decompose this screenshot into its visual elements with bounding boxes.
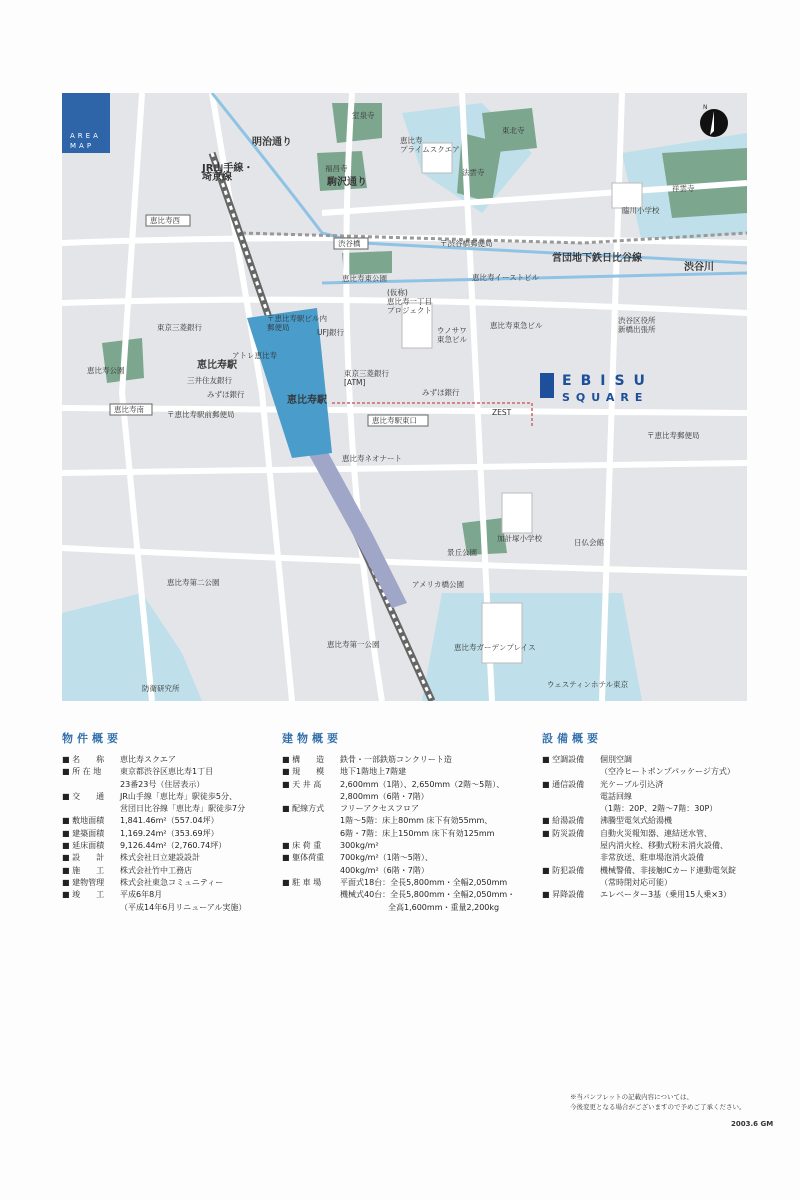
map-label: 営団地下鉄日比谷線 (552, 253, 642, 264)
building-title: 建物概要 (282, 732, 342, 745)
spec-row (62, 889, 246, 914)
spec-label: ■ 天 井 高 (282, 779, 340, 804)
spec-value: JR山手線「恵比寿」駅徒歩5分、 営団日比谷線「恵比寿」駅徒歩7分 (120, 791, 246, 814)
property-overview (62, 730, 246, 914)
brand-ebisu: EBISU (562, 373, 654, 389)
map-label: ウノサワ (437, 326, 467, 335)
north-label: N (703, 104, 708, 111)
map-label: みずほ銀行 (422, 388, 460, 397)
spec-value: 自動火災報知器、連結送水管、 屋内消火栓、移動式粉末消火設備、 非常放送、駐車場泡消火設備 (600, 828, 728, 863)
spec-value: 機械警備、非接触ICカード連動電気錠 （常時閉対応可能） (600, 865, 736, 887)
spec-row (282, 754, 515, 766)
spec-row (282, 877, 515, 914)
spec-row (542, 815, 736, 827)
spec-value: 株式会社日立建設設計 (120, 853, 200, 863)
spec-value: 地下1階地上7階建 (340, 767, 407, 777)
spec-label: ■ 防犯設備 (542, 865, 600, 890)
spec-value: 東京都渋谷区恵比寿1丁目 23番23号（住居表示） (120, 767, 214, 789)
map-label: 恵比寿 (400, 136, 423, 145)
spec-row (282, 779, 515, 804)
map-label: 〒渋谷橋郵便局 (440, 239, 493, 248)
map-label: 日仏会館 (574, 538, 604, 547)
spec-value: フリーアクセスフロア 1階〜5階：床上80mm 床下有効55mm、 6階・7階：床上150mm 床下有効125mm (340, 804, 495, 838)
spec-value: 2,600mm（1階）、2,650mm（2階〜5階）、 2,800mm（6階・7階） (340, 779, 505, 801)
spec-row (62, 815, 246, 827)
map-label: 臨川小学校 (622, 206, 660, 215)
building-overview (282, 730, 515, 914)
map-label: 埼京線 (202, 172, 232, 183)
map-label: 渋谷区役所 (618, 316, 656, 325)
map-label: 新橋出張所 (618, 325, 656, 334)
map-label: 恵比寿イーストビル (472, 273, 540, 282)
disclaimer-note: ※当パンフレットの記載内容については、 今後変更となる場合がございますので予めご了承ください。 (570, 1093, 746, 1111)
spec-value: 沸騰型電気式給湯機 (600, 816, 672, 826)
spec-label: ■ 延床面積 (62, 840, 120, 852)
spec-label: ■ 敷地面積 (62, 815, 120, 827)
map-label: (仮称) (387, 288, 408, 297)
map-label: 祥雲寺 (672, 184, 695, 193)
sign-ebisu-minami: 恵比寿南 (114, 405, 144, 414)
map-label: 東急ビル (437, 335, 467, 344)
map-label: 恵比寿ガーデンプレイス (454, 643, 536, 652)
spec-value: 9,126.44m²（2,760.74坪） (120, 841, 227, 851)
spec-label: ■ 駐 車 場 (282, 877, 340, 914)
map-label: 恵比寿第二公園 (167, 578, 220, 587)
brand-square: SQUARE (562, 391, 649, 404)
spec-label: ■ 竣 工 (62, 889, 120, 914)
map-label: UFJ銀行 (317, 328, 345, 337)
map-label: 渋谷川 (684, 262, 714, 273)
spec-value: 恵比寿スクエア (120, 755, 176, 764)
map-label: 〒恵比寿駅前郵便局 (167, 410, 235, 419)
ebisu-square-building (540, 373, 554, 398)
spec-value: 平成6年8月 （平成14年6月リニューアル実施） (120, 890, 247, 912)
map-label: 東京三菱銀行 (344, 369, 389, 378)
map-label: 〒恵比寿駅ビル内 (267, 314, 327, 323)
spec-row (542, 865, 736, 890)
map-label: 東京三菱銀行 (157, 323, 202, 332)
spec-label: ■ 構 造 (282, 754, 340, 766)
spec-value: 1,169.24m²（353.69坪） (120, 828, 219, 838)
map-label: 恵比寿駅 (197, 360, 237, 371)
spec-label: ■ 交 通 (62, 791, 120, 816)
spec-row (282, 803, 515, 840)
spec-row (542, 889, 736, 901)
spec-label: ■ 配線方式 (282, 803, 340, 840)
spec-row (62, 877, 246, 889)
map-label: 恵比寿東急ビル (490, 321, 543, 330)
area-map (62, 93, 747, 701)
spec-value: 株式会社竹中工務店 (120, 865, 192, 875)
spec-label: ■ 規 模 (282, 766, 340, 778)
spec-row (62, 840, 246, 852)
property-title: 物件概要 (62, 732, 122, 745)
map-label: ウェスティンホテル東京 (547, 680, 629, 689)
sign-ebisu-east-exit: 恵比寿駅東口 (372, 416, 417, 425)
map-label: [ATM] (344, 378, 366, 387)
map-label: 〒恵比寿郵便局 (647, 431, 700, 440)
spec-label: ■ 床 荷 重 (282, 840, 340, 852)
spec-value: 光ケーブル引込済 電話回線 （1階：20P、2階〜7階：30P） (600, 779, 718, 814)
spec-label: ■ 設 計 (62, 852, 120, 864)
issue-date: 2003.6 GM (731, 1120, 774, 1128)
spec-row (542, 754, 736, 779)
spec-value: 平面式18台：全長5,800mm・全幅2,050mm 機械式40台：全長5,800mm・全幅2,050mm・ 全高1,600mm・重量2,200kg (340, 877, 516, 912)
spec-label: ■ 昇降設備 (542, 889, 600, 901)
spec-row (282, 852, 515, 877)
map-label: JR山手線・ (202, 163, 254, 174)
spec-label: ■ 空調設備 (542, 754, 600, 779)
spec-label: ■ 躯体荷重 (282, 852, 340, 877)
spec-value: 1,841.46m²（557.04坪） (120, 816, 219, 826)
map-label: 恵比寿第一公園 (327, 640, 380, 649)
spec-label: ■ 通信設備 (542, 779, 600, 816)
map-label: アメリカ橋公園 (412, 580, 464, 589)
map-label: 法雲寺 (462, 168, 485, 177)
spec-value: エレベーター3基（乗用15人乗×3） (600, 890, 732, 900)
spec-row (62, 865, 246, 877)
badge-text: AREA (70, 132, 101, 140)
sign-ebisu-nishi: 恵比寿西 (150, 216, 180, 225)
map-label: 東北寺 (502, 126, 525, 135)
spec-row (542, 828, 736, 865)
map-label: 加計塚小学校 (497, 534, 542, 543)
map-label: 福昌寺 (325, 164, 348, 173)
spec-row (62, 754, 246, 766)
map-label: 郵便局 (267, 323, 290, 332)
map-label: みずほ銀行 (207, 390, 245, 399)
badge-text: MAP (70, 142, 95, 150)
spec-value: 株式会社東急コミュニティー (120, 877, 224, 887)
spec-row (282, 766, 515, 778)
map-label: プライムスクエア (400, 145, 460, 154)
map-label: 三井住友銀行 (187, 376, 232, 385)
spec-row (62, 766, 246, 791)
spec-label: ■ 名 称 (62, 754, 120, 766)
spec-row (62, 828, 246, 840)
map-label: ZEST (492, 408, 512, 417)
map-label: プロジェクト (387, 306, 432, 315)
map-label: 恵比寿ネオナート (342, 454, 402, 463)
equipment-title: 設備概要 (542, 732, 602, 745)
spec-value: 700kg/m²（1階〜5階）、 400kg/m²（6階・7階） (340, 853, 433, 875)
spec-row (62, 791, 246, 816)
map-label: 恵比寿一丁目 (387, 297, 432, 306)
map-label: 駒沢通り (327, 177, 367, 188)
spec-row (62, 852, 246, 864)
map-label: 防衛研究所 (142, 684, 180, 693)
sign-shibuyabashi: 渋谷橋 (338, 239, 361, 248)
map-label: 恵比寿駅 (287, 395, 327, 406)
map-label: 明治通り (252, 137, 292, 148)
map-label: アトレ恵比寿 (232, 351, 277, 360)
spec-label: ■ 給湯設備 (542, 815, 600, 827)
spec-label: ■ 施 工 (62, 865, 120, 877)
map-label: 恵比寿公園 (87, 366, 125, 375)
map-label: 室泉寺 (352, 111, 375, 120)
spec-value: 個別空調 （空冷ヒートポンプパッケージ方式） (600, 755, 735, 777)
map-label: 恵比寿東公園 (342, 274, 387, 283)
spec-value: 300kg/m² (340, 841, 379, 851)
spec-label: ■ 防災設備 (542, 828, 600, 865)
spec-label: ■ 建物管理 (62, 877, 120, 889)
spec-value: 鉄骨・一部鉄筋コンクリート造 (340, 755, 452, 764)
spec-label: ■ 建築面積 (62, 828, 120, 840)
spec-label: ■ 所 在 地 (62, 766, 120, 791)
equipment-overview (542, 730, 736, 902)
spec-row (282, 840, 515, 852)
map-label: 景丘公園 (447, 548, 477, 557)
spec-row (542, 779, 736, 816)
